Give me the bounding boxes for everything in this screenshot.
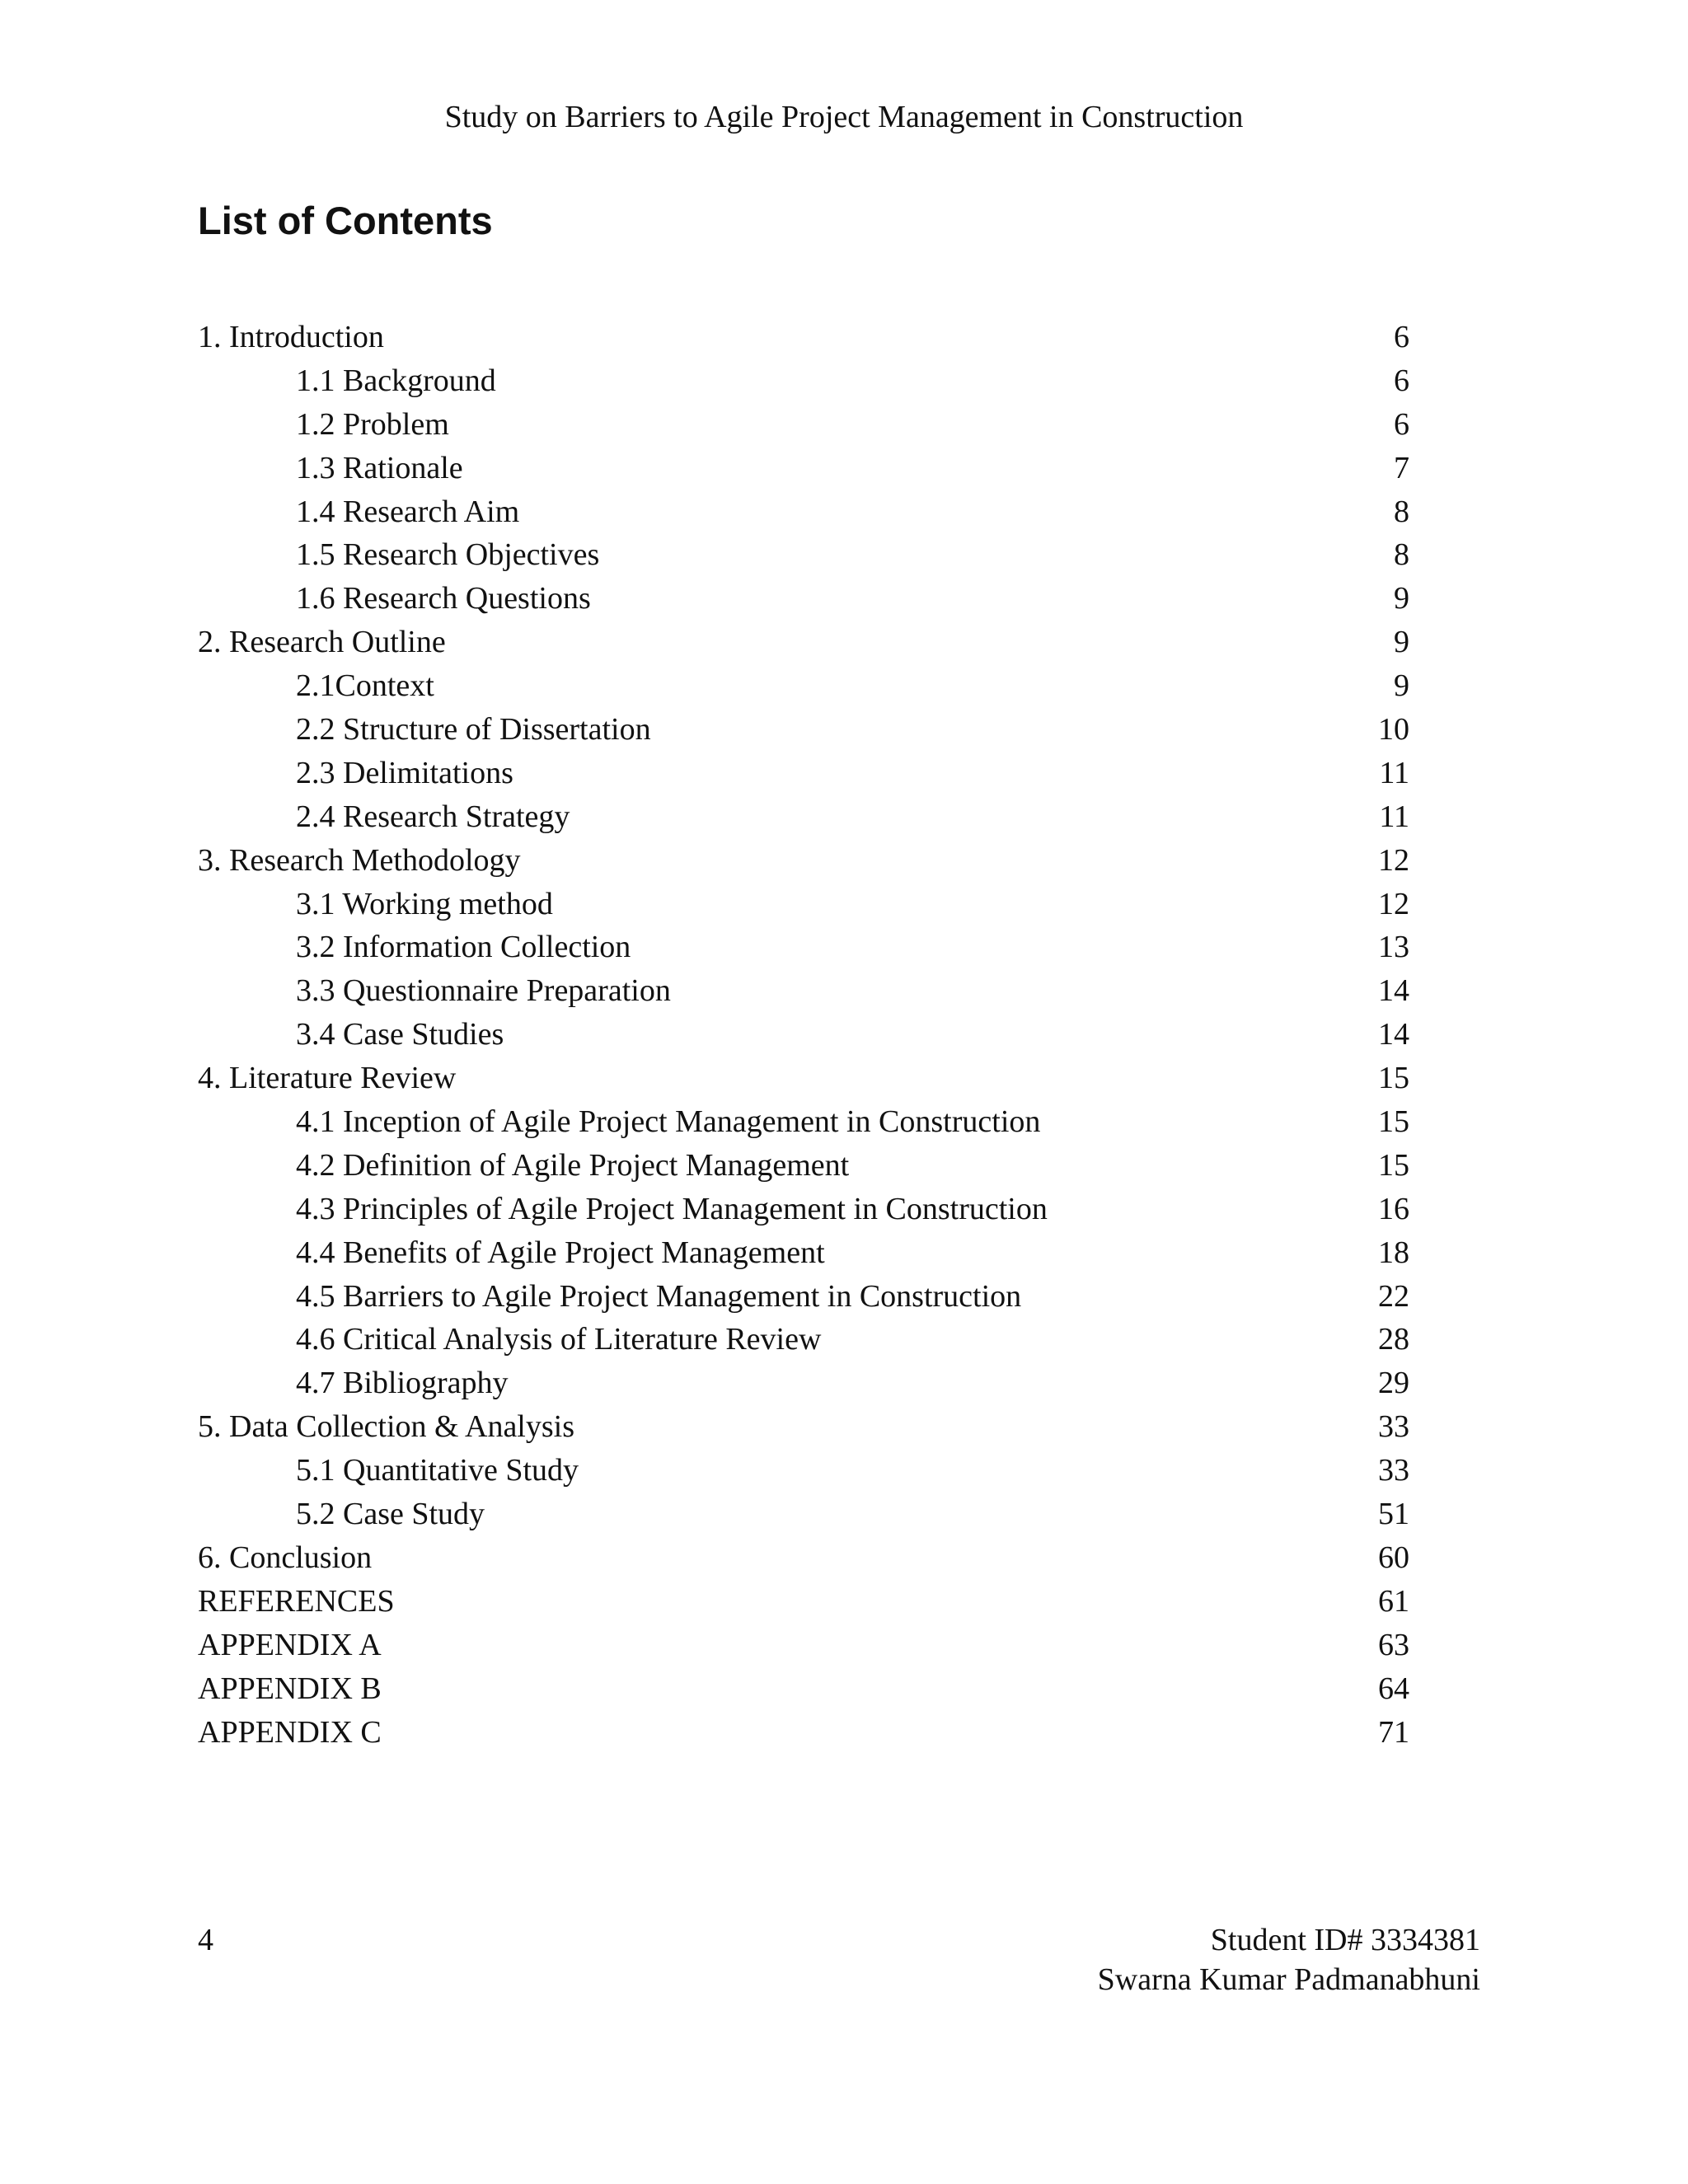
toc-chapter-entry — [198, 1536, 1409, 1580]
toc-entry-page: 6 — [1394, 363, 1409, 398]
toc-entry-title: APPENDIX A — [198, 1627, 382, 1662]
toc-section-entry — [198, 1100, 1409, 1144]
toc-section-entry — [198, 490, 1409, 534]
toc-chapter-entry — [198, 316, 1409, 359]
toc-section-entry — [198, 708, 1409, 752]
footer-page-number: 4 — [198, 1923, 213, 1957]
toc-entry-page: 28 — [1378, 1322, 1409, 1357]
toc-section-entry — [198, 1231, 1409, 1275]
toc-entry-title: APPENDIX B — [198, 1671, 382, 1706]
toc-section-entry — [198, 359, 1409, 403]
toc-section-entry — [198, 1493, 1409, 1536]
toc-entry-title: APPENDIX C — [198, 1714, 382, 1750]
toc-entry-title: 2. Research Outline — [198, 625, 446, 660]
toc-chapter-entry — [198, 1057, 1409, 1100]
toc-entry-title: 4.3 Principles of Agile Project Management in Construction — [296, 1191, 1048, 1226]
toc-chapter-entry — [198, 1667, 1409, 1711]
toc-chapter-entry — [198, 1711, 1409, 1755]
footer-author-block — [1098, 1920, 1480, 1999]
toc-heading: List of Contents — [198, 199, 493, 242]
toc-section-entry — [198, 447, 1409, 490]
toc-entry-page: 16 — [1378, 1191, 1409, 1226]
toc-entry-page: 6 — [1394, 406, 1409, 442]
toc-entry-page: 29 — [1378, 1366, 1409, 1401]
toc-list — [198, 316, 1409, 1754]
toc-entry-title: 5.2 Case Study — [296, 1497, 485, 1532]
toc-section-entry — [198, 1144, 1409, 1188]
toc-entry-page: 10 — [1378, 712, 1409, 748]
toc-entry-title: 4.4 Benefits of Agile Project Management — [296, 1235, 825, 1270]
toc-entry-page: 9 — [1394, 668, 1409, 704]
toc-section-entry — [198, 969, 1409, 1013]
toc-entry-title: 4. Literature Review — [198, 1061, 457, 1096]
toc-entry-title: REFERENCES — [198, 1583, 395, 1619]
toc-entry-title: 3. Research Methodology — [198, 842, 521, 878]
toc-entry-page: 22 — [1378, 1278, 1409, 1314]
toc-entry-page: 64 — [1378, 1671, 1409, 1706]
toc-chapter-entry — [198, 1580, 1409, 1624]
toc-entry-title: 4.7 Bibliography — [296, 1366, 509, 1401]
toc-entry-title: 1.3 Rationale — [296, 450, 463, 485]
toc-entry-page: 9 — [1394, 581, 1409, 616]
toc-entry-page: 6 — [1394, 320, 1409, 354]
toc-entry-page: 7 — [1394, 450, 1409, 485]
toc-entry-page: 11 — [1379, 755, 1409, 790]
toc-entry-title: 1.1 Background — [296, 363, 496, 398]
toc-section-entry — [198, 1275, 1409, 1319]
toc-entry-page: 14 — [1378, 1017, 1409, 1052]
toc-chapter-entry — [198, 1624, 1409, 1667]
toc-entry-page: 33 — [1378, 1453, 1409, 1488]
toc-entry-title: 5.1 Quantitative Study — [296, 1453, 579, 1488]
toc-entry-title: 4.6 Critical Analysis of Literature Review — [296, 1322, 822, 1357]
toc-entry-page: 18 — [1378, 1235, 1409, 1270]
toc-entry-title: 1.5 Research Objectives — [296, 537, 600, 573]
toc-section-entry — [198, 1449, 1409, 1493]
toc-entry-page: 14 — [1378, 973, 1409, 1009]
toc-entry-title: 1.2 Problem — [296, 406, 449, 442]
toc-entry-page: 61 — [1378, 1583, 1409, 1619]
toc-section-entry — [198, 533, 1409, 577]
toc-entry-page: 71 — [1378, 1714, 1409, 1750]
toc-entry-page: 12 — [1378, 886, 1409, 921]
toc-section-entry — [198, 664, 1409, 708]
toc-entry-title: 4.2 Definition of Agile Project Management — [296, 1147, 850, 1183]
toc-entry-page: 51 — [1378, 1497, 1409, 1532]
toc-entry-page: 11 — [1379, 799, 1409, 834]
toc-entry-title: 3.3 Questionnaire Preparation — [296, 973, 671, 1009]
toc-section-entry — [198, 795, 1409, 839]
toc-entry-title: 5. Data Collection & Analysis — [198, 1409, 575, 1445]
toc-entry-title: 3.4 Case Studies — [296, 1017, 504, 1052]
toc-chapter-entry — [198, 839, 1409, 883]
toc-entry-title: 2.3 Delimitations — [296, 755, 513, 790]
toc-section-entry — [198, 403, 1409, 447]
toc-entry-page: 13 — [1378, 930, 1409, 965]
toc-entry-title: 1.6 Research Questions — [296, 581, 591, 616]
toc-entry-page: 8 — [1394, 494, 1409, 529]
toc-section-entry — [198, 752, 1409, 795]
toc-section-entry — [198, 926, 1409, 969]
toc-chapter-entry — [198, 1405, 1409, 1449]
toc-entry-page: 12 — [1378, 842, 1409, 878]
toc-entry-title: 6. Conclusion — [198, 1540, 373, 1575]
toc-section-entry — [198, 1361, 1409, 1405]
toc-entry-page: 63 — [1378, 1627, 1409, 1662]
toc-entry-page: 15 — [1378, 1104, 1409, 1140]
toc-entry-title: 1. Introduction — [198, 320, 384, 354]
toc-entry-title: 2.1Context — [296, 668, 434, 704]
toc-entry-page: 33 — [1378, 1409, 1409, 1445]
toc-section-entry — [198, 577, 1409, 621]
toc-entry-title: 2.4 Research Strategy — [296, 799, 570, 834]
toc-entry-title: 3.1 Working method — [296, 886, 553, 921]
toc-section-entry — [198, 1318, 1409, 1361]
toc-entry-title: 3.2 Information Collection — [296, 930, 631, 965]
footer-author-name: Swarna Kumar Padmanabhuni — [1097, 1962, 1480, 1997]
toc-entry-page: 15 — [1378, 1147, 1409, 1183]
toc-section-entry — [198, 883, 1409, 926]
toc-entry-page: 8 — [1394, 537, 1409, 573]
toc-entry-title: 4.1 Inception of Agile Project Management in Construction — [296, 1104, 1041, 1140]
toc-entry-page: 15 — [1378, 1061, 1409, 1096]
toc-entry-title: 2.2 Structure of Dissertation — [296, 712, 651, 748]
toc-entry-title: 1.4 Research Aim — [296, 494, 520, 529]
toc-section-entry — [198, 1188, 1409, 1231]
toc-entry-page: 9 — [1394, 625, 1409, 660]
toc-entry-title: 4.5 Barriers to Agile Project Management in Construction — [296, 1278, 1022, 1314]
toc-entry-page: 60 — [1378, 1540, 1409, 1575]
toc-section-entry — [198, 1013, 1409, 1057]
toc-chapter-entry — [198, 621, 1409, 664]
running-header-title: Study on Barriers to Agile Project Management in Construction — [444, 100, 1244, 134]
footer-student-id: Student ID# 3334381 — [1210, 1923, 1480, 1957]
